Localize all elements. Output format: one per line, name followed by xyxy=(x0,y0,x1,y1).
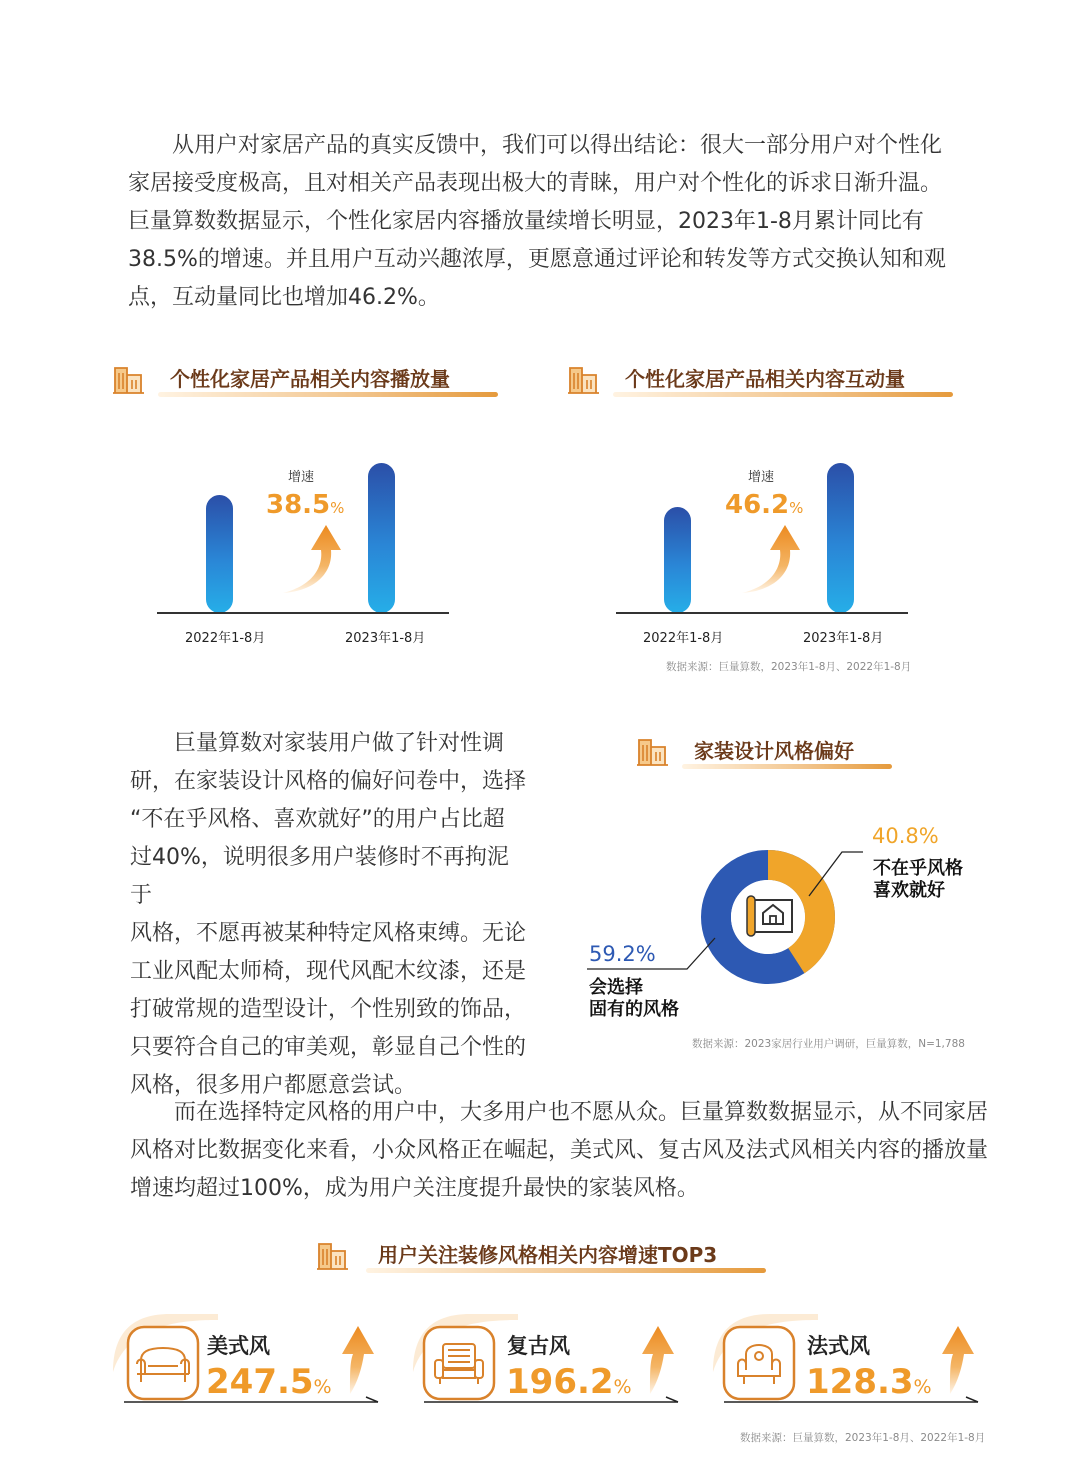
play-speed-value xyxy=(266,490,344,520)
style-line: 打破常规的造型设计，个性别致的饰品， xyxy=(130,997,527,1022)
title-underline xyxy=(682,764,892,769)
play-chart-heading xyxy=(112,362,512,402)
interact-x-label-2022: 2022年1-8月 xyxy=(643,631,724,646)
card-2-name: 复古风 xyxy=(507,1334,570,1358)
icon-frame xyxy=(128,1327,198,1399)
trend-line: 增速均超过100%，成为用户关注度提升最快的家装风格。 xyxy=(130,1176,699,1201)
orange-label-1: 不在乎风格 xyxy=(873,858,963,879)
interact-speed-label: 增速 xyxy=(748,470,775,485)
blue-percent: 59.2% xyxy=(589,942,656,966)
growth-arrow-icon xyxy=(942,1326,974,1394)
title-underline xyxy=(613,392,953,397)
growth-arrow-icon xyxy=(742,525,800,593)
bar-2023 xyxy=(368,463,395,613)
building-icon xyxy=(567,362,601,396)
title-underline xyxy=(366,1268,766,1273)
play-x-label-2022: 2022年1-8月 xyxy=(185,631,266,646)
card-2-unit: % xyxy=(613,1376,632,1398)
intro-paragraph xyxy=(128,127,948,317)
blue-label-2: 固有的风格 xyxy=(589,999,679,1020)
interact-speed-unit: % xyxy=(789,499,804,517)
intro-line: 38.5%的增速。并且用户互动兴趣浓厚，更愿意通过评论和转发等方式交换认知和观 xyxy=(128,247,946,272)
donut-heading xyxy=(636,734,906,774)
interact-speed-value xyxy=(725,490,803,520)
interact-chart-heading xyxy=(567,362,967,402)
card-2-number: 196.2 xyxy=(506,1362,614,1402)
card-1-unit: % xyxy=(313,1376,332,1398)
card-1-number: 247.5 xyxy=(206,1362,314,1402)
card-1-value xyxy=(206,1362,332,1402)
style-line: 只要符合自己的审美观，彰显自己个性的 xyxy=(130,1035,527,1060)
card-3-unit: % xyxy=(913,1376,932,1398)
play-speed-unit: % xyxy=(330,499,345,517)
trend-paragraph xyxy=(130,1094,990,1208)
card-3-value xyxy=(806,1362,932,1402)
card-3-name: 法式风 xyxy=(807,1334,870,1358)
top3-source-note: 数据来源：巨量算数，2023年1-8月、2022年1-8月 xyxy=(740,1432,986,1444)
growth-arrow-icon xyxy=(283,525,341,593)
style-line: “不在乎风格、喜欢就好”的用户占比超 xyxy=(130,807,505,832)
trend-line: 而在选择特定风格的用户中，大多用户也不愿从众。巨量算数数据显示，从不同家居 xyxy=(174,1100,989,1125)
building-icon xyxy=(316,1238,350,1272)
style-line: 巨量算数对家装用户做了针对性调 xyxy=(174,731,505,756)
bar-2022 xyxy=(664,507,691,613)
style-line: 风格，不愿再被某种特定风格束缚。无论 xyxy=(130,921,527,946)
play-speed-label: 增速 xyxy=(288,470,315,485)
top3-heading xyxy=(316,1238,776,1278)
title-underline xyxy=(158,392,498,397)
play-speed-number: 38.5 xyxy=(266,490,331,520)
intro-line: 点，互动量同比也增加46.2%。 xyxy=(128,285,440,310)
donut-title: 家装设计风格偏好 xyxy=(694,739,854,763)
interact-speed-number: 46.2 xyxy=(725,490,790,520)
interact-x-label-2023: 2023年1-8月 xyxy=(803,631,884,646)
intro-line: 家居接受度极高，且对相关产品表现出极大的青睐，用户对个性化的诉求日渐升温。 xyxy=(128,171,943,196)
play-chart-title: 个性化家居产品相关内容播放量 xyxy=(170,367,450,391)
growth-arrow-icon xyxy=(342,1326,374,1394)
blue-label-1: 会选择 xyxy=(589,977,643,998)
style-paragraph xyxy=(130,725,530,1105)
style-line: 研，在家装设计风格的偏好问卷中，选择 xyxy=(130,769,527,794)
card-1-name: 美式风 xyxy=(207,1334,270,1358)
play-x-label-2023: 2023年1-8月 xyxy=(345,631,426,646)
card-2-value xyxy=(506,1362,632,1402)
icon-frame xyxy=(724,1327,794,1399)
card-3-number: 128.3 xyxy=(806,1362,914,1402)
intro-line: 从用户对家居产品的真实反馈中，我们可以得出结论：很大一部分用户对个性化 xyxy=(172,133,943,158)
trend-line: 风格对比数据变化来看，小众风格正在崛起，美式风、复古风及法式风相关内容的播放量 xyxy=(130,1138,989,1163)
style-line: 工业风配太师椅，现代风配木纹漆，还是 xyxy=(130,959,527,984)
source-note: 数据来源：巨量算数，2023年1-8月、2022年1-8月 xyxy=(666,661,912,673)
building-icon xyxy=(112,362,146,396)
building-icon xyxy=(636,734,670,768)
top3-title: 用户关注装修风格相关内容增速TOP3 xyxy=(378,1243,718,1267)
bar-2023 xyxy=(827,463,854,613)
donut-source-note: 数据来源：2023家居行业用户调研，巨量算数，N=1,788 xyxy=(692,1038,965,1050)
intro-line: 巨量算数数据显示，个性化家居内容播放量续增长明显，2023年1-8月累计同比有 xyxy=(128,209,924,234)
orange-percent: 40.8% xyxy=(872,824,939,848)
style-line: 风格，很多用户都愿意尝试。 xyxy=(130,1073,417,1098)
bar-2022 xyxy=(206,495,233,613)
growth-arrow-icon xyxy=(642,1326,674,1394)
interact-chart-title: 个性化家居产品相关内容互动量 xyxy=(625,367,905,391)
orange-label-2: 喜欢就好 xyxy=(873,880,945,901)
style-line: 过40%，说明很多用户装修时不再拘泥于 xyxy=(130,845,509,908)
